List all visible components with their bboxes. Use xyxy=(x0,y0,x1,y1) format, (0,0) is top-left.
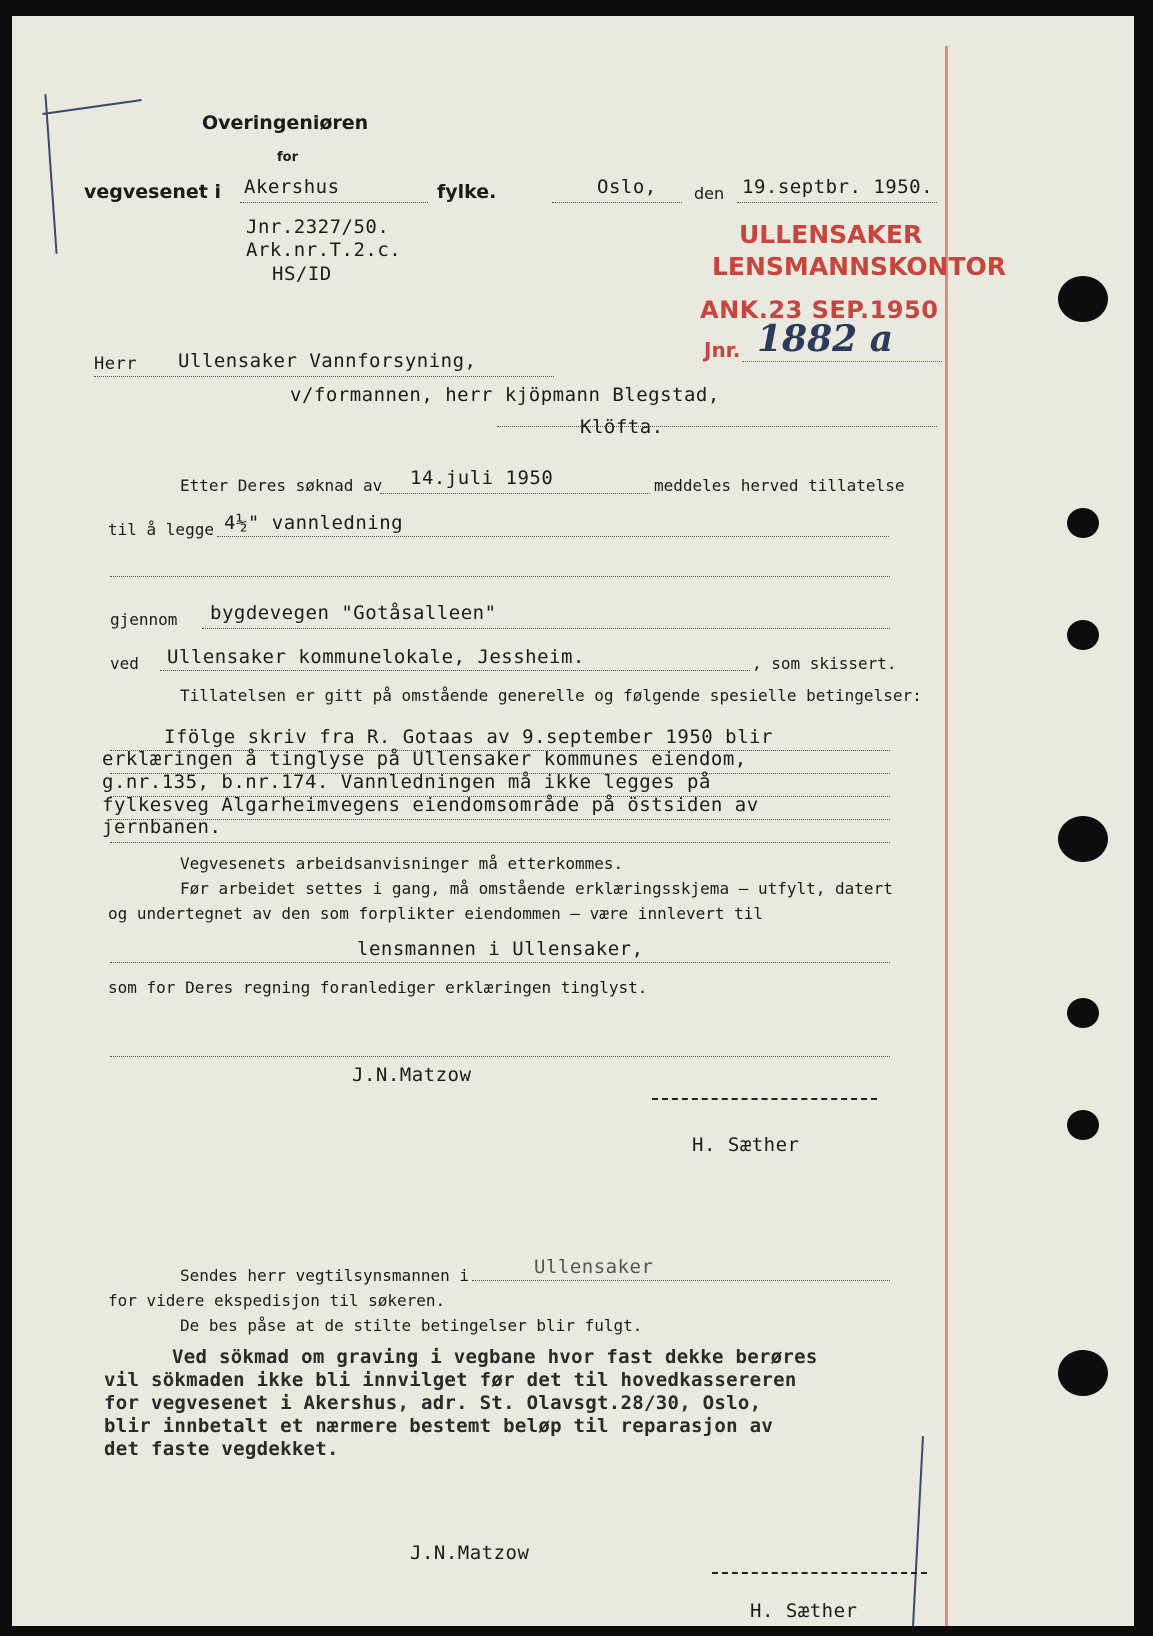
stamp-line2: LENSMANNSKONTOR xyxy=(712,252,1006,281)
recipient-line2-rule xyxy=(497,426,937,427)
soknad-date-line xyxy=(380,493,650,494)
punch-hole xyxy=(1058,816,1108,862)
letterhead-fylke: fylke. xyxy=(437,181,497,203)
gjennom-label: gjennom xyxy=(110,610,178,629)
forward-place-line xyxy=(472,1280,890,1281)
pencil-mark xyxy=(44,94,57,254)
item: 4½" vannledning xyxy=(224,512,404,534)
condition-line: Ifölge skriv fra R. Gotaas av 9.september 1950 blir xyxy=(164,726,773,748)
journal-number: Jnr.2327/50. xyxy=(246,216,390,238)
recipient-line xyxy=(94,376,554,377)
punch-hole xyxy=(1058,1350,1108,1396)
stamp-jnr-value: 1882 a xyxy=(757,318,894,360)
letter-date: 19.septbr. 1950. xyxy=(742,176,934,198)
regning-text: som for Deres regning foranlediger erklæringen tinglyst. xyxy=(108,978,648,997)
notice-line: Ved sökmad om graving i vegbane hvor fast dekke berøres xyxy=(172,1346,818,1368)
document-page xyxy=(12,16,1134,1626)
til-legge-label: til å legge xyxy=(108,520,214,539)
signature-matzow: J.N.Matzow xyxy=(352,1064,472,1086)
meddeles: meddeles herved tillatelse xyxy=(654,476,905,495)
city-line xyxy=(552,202,682,203)
city: Oslo, xyxy=(597,176,657,198)
signature-dash xyxy=(652,1098,877,1100)
punch-hole xyxy=(1067,1110,1099,1140)
letterhead-title: Overingeniøren xyxy=(202,112,369,134)
forward-place: Ullensaker xyxy=(534,1256,654,1278)
notice-line: for vegvesenet i Akershus, adr. St. Olavsgt.28/30, Oslo, xyxy=(104,1392,762,1414)
lensmann-line xyxy=(110,962,890,963)
ekspedisjon-text: for videre ekspedisjon til søkeren. xyxy=(108,1291,446,1310)
road-line xyxy=(202,628,890,629)
blank-line xyxy=(110,576,890,577)
ved-label: ved xyxy=(110,654,139,673)
county: Akershus xyxy=(244,176,340,198)
recipient-line2: v/formannen, herr kjöpmann Blegstad, xyxy=(290,384,720,406)
lensmann: lensmannen i Ullensaker, xyxy=(357,938,644,960)
date-line xyxy=(737,202,937,203)
punch-hole xyxy=(1067,998,1099,1028)
undertegnet-text: og undertegnet av den som forplikter eiendommen — være innlevert til xyxy=(108,904,764,923)
for-arbeidet-text: Før arbeidet settes i gang, må omstående erklæringsskjema — utfylt, datert xyxy=(180,879,893,898)
arbeid-text: Vegvesenets arbeidsanvisninger må etterkommes. xyxy=(180,854,624,873)
signature-matzow-2: J.N.Matzow xyxy=(410,1542,530,1564)
letterhead-vegvesenet: vegvesenet i xyxy=(84,181,221,203)
sendes-text: Sendes herr vegtilsynsmannen i xyxy=(180,1266,469,1285)
condition-line: fylkesveg Algarheimvegens eiendomsområde på östsiden av xyxy=(102,794,759,816)
stamp-line1: ULLENSAKER xyxy=(739,220,923,249)
location: Ullensaker kommunelokale, Jessheim. xyxy=(167,646,585,668)
condition-rule xyxy=(110,819,890,820)
recipient-name: Ullensaker Vannforsyning, xyxy=(178,350,477,372)
pencil-mark xyxy=(912,1436,924,1626)
date-den: den xyxy=(694,184,725,203)
signature-saether-2: H. Sæther xyxy=(750,1600,858,1622)
blank-line xyxy=(110,1056,890,1057)
punch-hole xyxy=(1067,620,1099,650)
punch-hole xyxy=(1058,276,1108,322)
recipient-prefix: Herr xyxy=(94,354,137,374)
pencil-mark xyxy=(42,99,141,115)
signature-dash-2 xyxy=(712,1572,927,1574)
item-line xyxy=(217,536,889,537)
punch-hole xyxy=(1067,508,1099,538)
recipient-line3: Klöfta. xyxy=(580,416,664,438)
etter-label: Etter Deres søknad av xyxy=(180,476,383,495)
signature-saether: H. Sæther xyxy=(692,1134,800,1156)
condition-line: g.nr.135, b.nr.174. Vannledningen må ikke legges på xyxy=(102,771,711,793)
initials: HS/ID xyxy=(272,263,332,285)
location-line xyxy=(160,670,750,671)
conditions-intro: Tillatelsen er gitt på omstående generelle og følgende spesielle betingelser: xyxy=(180,686,922,705)
county-line xyxy=(240,202,428,203)
soknad-date: 14.juli 1950 xyxy=(410,467,554,489)
archive-number: Ark.nr.T.2.c. xyxy=(246,239,402,261)
som-skissert: , som skissert. xyxy=(752,654,897,673)
bes-text: De bes påse at de stilte betingelser blir fulgt. xyxy=(180,1316,643,1335)
margin-rule xyxy=(945,46,948,1626)
road: bygdevegen "Gotåsalleen" xyxy=(210,602,497,624)
stamp-line3: ANK.23 SEP.1950 xyxy=(700,296,939,324)
stamp-jnr-label: Jnr. xyxy=(704,338,741,362)
notice-line: vil sökmaden ikke bli innvilget før det til hovedkassereren xyxy=(104,1369,797,1391)
letterhead-for: for xyxy=(277,150,298,165)
notice-line: det faste vegdekket. xyxy=(104,1438,339,1460)
stamp-jnr-line xyxy=(742,361,942,362)
condition-line: erklæringen å tinglyse på Ullensaker kommunes eiendom, xyxy=(102,748,747,770)
notice-line: blir innbetalt et nærmere bestemt beløp til reparasjon av xyxy=(104,1415,774,1437)
condition-rule xyxy=(110,842,890,843)
condition-line: jernbanen. xyxy=(102,816,222,838)
